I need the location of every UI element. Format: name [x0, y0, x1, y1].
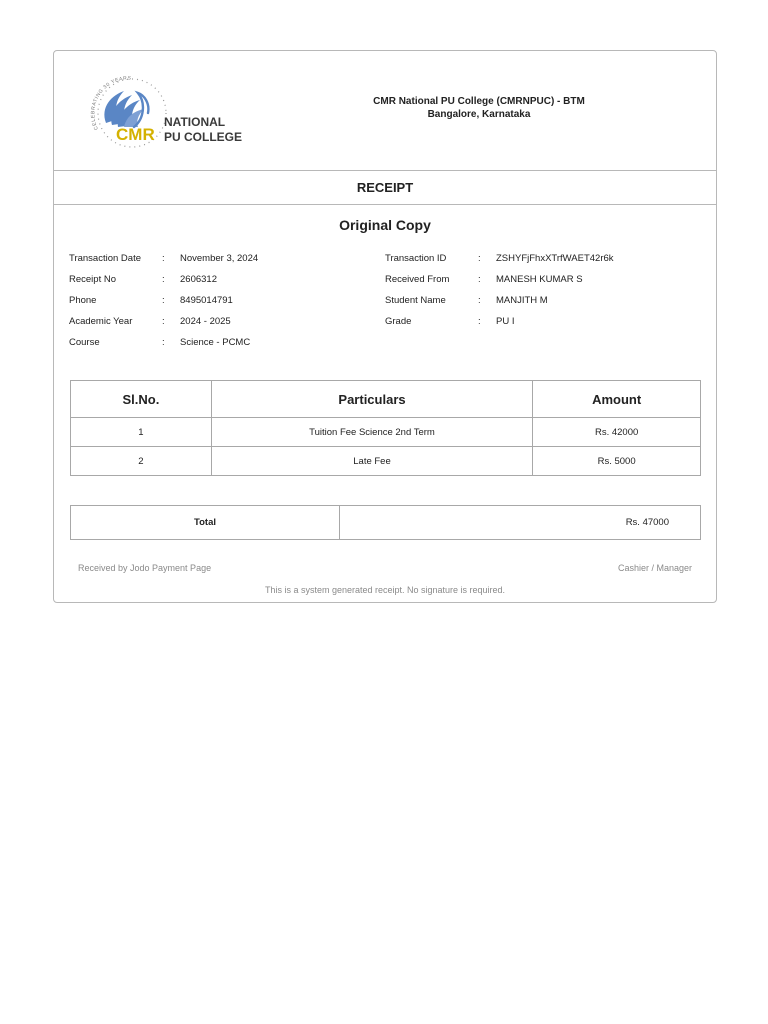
detail-row-transaction-date — [69, 253, 379, 274]
detail-label: Academic Year — [69, 316, 133, 327]
college-logo — [72, 69, 258, 155]
cell-sl-no: 2 — [71, 447, 212, 476]
cell-particular: Tuition Fee Science 2nd Term — [211, 418, 532, 447]
signatory-text: Cashier / Manager — [617, 563, 692, 573]
details-right — [385, 253, 695, 337]
detail-value: MANESH KUMAR S — [496, 274, 583, 285]
column-header-amount: Amount — [533, 381, 701, 418]
logo-line2-text: PU COLLEGE — [164, 130, 243, 144]
detail-label: Student Name — [385, 295, 446, 306]
total-label: Total — [71, 506, 340, 540]
table-row — [71, 447, 701, 476]
detail-label: Transaction ID — [385, 253, 447, 264]
detail-value: 2606312 — [180, 274, 217, 285]
detail-row-grade — [385, 316, 695, 337]
cell-particular: Late Fee — [211, 447, 532, 476]
detail-value: MANJITH M — [496, 295, 548, 306]
total-value: Rs. 47000 — [340, 506, 701, 540]
detail-separator: : — [478, 316, 481, 327]
cell-amount: Rs. 5000 — [533, 447, 701, 476]
total-row — [71, 506, 701, 540]
cell-amount: Rs. 42000 — [533, 418, 701, 447]
detail-separator: : — [478, 253, 481, 264]
detail-separator: : — [162, 295, 165, 306]
details-left — [69, 253, 379, 358]
detail-label: Course — [69, 337, 100, 348]
table-row — [71, 418, 701, 447]
detail-value: November 3, 2024 — [180, 253, 259, 264]
copy-label: Original Copy — [339, 217, 431, 233]
detail-separator: : — [162, 253, 165, 264]
receipt-header — [54, 51, 716, 171]
system-generated-note: This is a system generated receipt. No signature is required. — [264, 585, 506, 595]
detail-row-transaction-id — [385, 253, 695, 274]
detail-separator: : — [478, 295, 481, 306]
detail-label: Received From — [385, 274, 450, 285]
detail-separator: : — [478, 274, 481, 285]
detail-row-phone — [69, 295, 379, 316]
detail-row-received-from — [385, 274, 695, 295]
detail-row-student-name — [385, 295, 695, 316]
received-by-text: Received by Jodo Payment Page — [78, 563, 212, 573]
detail-separator: : — [162, 274, 165, 285]
column-header-particulars: Particulars — [211, 381, 532, 418]
detail-row-course — [69, 337, 379, 358]
detail-label: Phone — [69, 295, 97, 306]
college-name: CMR National PU College (CMRNPUC) - BTM — [373, 96, 585, 107]
column-header-sl-no: Sl.No. — [71, 381, 212, 418]
detail-value: ZSHYFjFhxXTrfWAET42r6k — [496, 253, 614, 264]
detail-row-receipt-no — [69, 274, 379, 295]
receipt — [53, 50, 717, 603]
detail-value: PU I — [496, 316, 515, 327]
detail-separator: : — [162, 316, 165, 327]
college-info — [344, 95, 614, 121]
detail-separator: : — [162, 337, 165, 348]
detail-value: Science - PCMC — [180, 337, 251, 348]
detail-label: Grade — [385, 316, 412, 327]
cell-sl-no: 1 — [71, 418, 212, 447]
detail-value: 8495014791 — [180, 295, 233, 306]
detail-label: Transaction Date — [69, 253, 141, 264]
logo-mark-text: CMR — [116, 125, 155, 144]
college-location: Bangalore, Karnataka — [427, 109, 531, 120]
fee-table — [70, 380, 701, 476]
detail-label: Receipt No — [69, 274, 116, 285]
detail-row-academic-year — [69, 316, 379, 337]
detail-value: 2024 - 2025 — [180, 316, 231, 327]
receipt-title: RECEIPT — [54, 171, 716, 205]
fee-table-header-row — [71, 381, 701, 418]
logo-line1-text: NATIONAL — [164, 115, 226, 129]
logo-badge-text: CELEBRATING 30 YEARS — [90, 75, 132, 131]
total-table — [70, 505, 701, 540]
